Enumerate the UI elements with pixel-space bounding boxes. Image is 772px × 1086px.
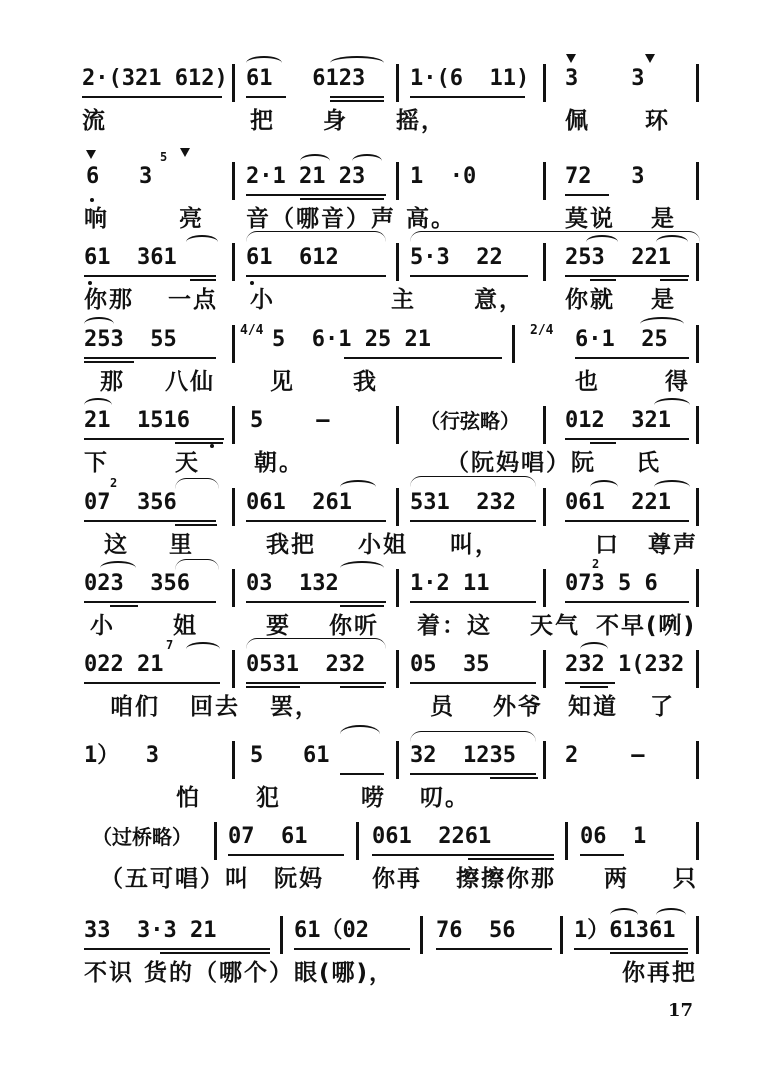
lyric-line: 不早(咧) (596, 613, 697, 639)
bar-line (565, 822, 568, 860)
notes-measure: 0531 232 (246, 652, 366, 677)
lyric-line: 小 主 意， (250, 287, 525, 313)
notes-measure: 531 232 (410, 490, 516, 515)
bar-line (543, 243, 546, 281)
bar-line (356, 822, 359, 860)
bar-line (543, 650, 546, 688)
duration-underline (246, 682, 386, 684)
lyric-line: 把 身 摇， (250, 108, 447, 134)
notes-measure: 232 1(232 (565, 652, 685, 677)
lyric-line: 不识 货的（哪个）眼(哪)， (84, 960, 395, 986)
duration-underline (410, 773, 536, 775)
bar-line (280, 916, 283, 954)
bar-line (543, 162, 546, 200)
accent-mark-icon (566, 54, 576, 63)
duration-underline (410, 682, 536, 684)
lyric-line: 那 八仙 (100, 369, 216, 395)
slur-mark (654, 398, 690, 412)
duration-underline (344, 357, 502, 359)
duration-underline (436, 948, 552, 950)
notes-measure: 21 1516 (84, 408, 190, 433)
lyric-line: （阮妈唱）阮 氏 (446, 450, 662, 476)
slur-mark (410, 231, 700, 242)
slur-mark (640, 317, 684, 331)
bar-line (696, 325, 699, 363)
bar-line (232, 325, 235, 363)
duration-underline (565, 275, 689, 277)
duration-underline (110, 605, 138, 607)
score-system-9 (0, 739, 772, 829)
notes-measure: 61（02 (294, 918, 369, 943)
bar-line (696, 650, 699, 688)
duration-underline (565, 194, 609, 196)
notes-measure: 2·1 21 23 (246, 164, 366, 189)
notes-measure: 1 ·0 (410, 164, 477, 189)
duration-underline (300, 198, 384, 200)
duration-underline (84, 601, 216, 603)
slur-mark (175, 559, 219, 570)
slur-mark (246, 231, 386, 242)
slur-mark (84, 398, 112, 412)
bar-line (396, 406, 399, 444)
duration-underline (410, 520, 536, 522)
notes-measure: 32 1235 (410, 743, 516, 768)
notes-measure: 61 361 (84, 245, 177, 270)
notes-measure: 05 35 (410, 652, 490, 677)
notes-measure: 07 61 (228, 824, 308, 849)
bar-line (396, 243, 399, 281)
slur-mark (590, 480, 618, 494)
lyric-line: 也 得 (575, 369, 691, 395)
duration-underline (410, 601, 536, 603)
duration-underline (330, 96, 384, 98)
page-number: 17 (668, 1000, 694, 1021)
time-signature: 4/4 (240, 323, 264, 338)
duration-underline (84, 357, 216, 359)
lyric-line: 见 我 (270, 369, 379, 395)
duration-underline (575, 357, 689, 359)
accent-mark-icon (86, 150, 96, 159)
slur-mark (352, 154, 382, 168)
duration-underline (84, 682, 220, 684)
bar-line (232, 162, 235, 200)
duration-underline (340, 686, 384, 688)
bar-line (543, 741, 546, 779)
notes-measure: 1）61361 (574, 918, 676, 943)
grace-note: 5 (160, 150, 168, 164)
duration-underline (160, 952, 270, 954)
score-system-4 (0, 323, 772, 413)
notes-measure: 07 356 (84, 490, 177, 515)
bar-line (696, 741, 699, 779)
bar-line (420, 916, 423, 954)
duration-underline (565, 520, 689, 522)
bar-line (232, 488, 235, 526)
notes-measure: 253 55 (84, 327, 177, 352)
slur-mark (84, 317, 114, 331)
lyric-line: 叨。 (420, 785, 470, 811)
bar-line (214, 822, 217, 860)
notes-measure: 03 132 (246, 571, 339, 596)
duration-underline (84, 275, 216, 277)
bar-line (543, 569, 546, 607)
duration-underline (372, 854, 554, 856)
duration-underline (84, 361, 134, 363)
notes-measure: 6 3 (86, 164, 153, 189)
bar-line (396, 650, 399, 688)
slur-mark (340, 725, 380, 743)
duration-underline (660, 279, 688, 281)
lyric-line: 这 里 (104, 532, 195, 558)
score-system-11 (0, 914, 772, 1004)
interlude-note: （过桥略） (92, 825, 192, 849)
duration-underline (175, 442, 223, 444)
duration-underline (246, 96, 286, 98)
notes-measure: 2·(321 612) (82, 66, 228, 91)
notes-measure: 3 3 (565, 66, 645, 91)
bar-line (696, 162, 699, 200)
lyric-line: 你再 擦擦你那 (372, 866, 557, 892)
notes-measure: 1·(6 11) (410, 66, 530, 91)
slur-mark (656, 908, 686, 922)
duration-underline (468, 858, 554, 860)
notes-measure: 6·1 25 (575, 327, 668, 352)
bar-line (696, 488, 699, 526)
bar-line (232, 741, 235, 779)
lyric-line: 小 姐 (90, 613, 199, 639)
notes-measure: 1） 3 (84, 743, 159, 768)
slur-mark (175, 478, 219, 489)
lyric-line: 口 尊声 (595, 532, 699, 558)
accent-mark-icon (180, 148, 190, 157)
lyric-line: 咱们 回去 罢， (110, 694, 321, 720)
slur-mark (300, 154, 330, 168)
duration-underline (565, 682, 615, 684)
duration-underline (340, 773, 384, 775)
bar-line (696, 64, 699, 102)
duration-underline (294, 948, 410, 950)
duration-underline (565, 438, 689, 440)
bar-line (232, 64, 235, 102)
duration-underline (190, 279, 216, 281)
notes-measure: 061 2261 (372, 824, 492, 849)
bar-line (396, 569, 399, 607)
notes-measure: 72 3 (565, 164, 645, 189)
slur-mark (654, 480, 690, 494)
lyric-line: 流 (82, 108, 107, 134)
duration-underline (246, 686, 300, 688)
lyric-line: （五可唱）叫 阮妈 (100, 866, 325, 892)
slur-mark (330, 56, 384, 70)
score-system-7 (0, 557, 772, 657)
notes-measure: 022 21 (84, 652, 164, 677)
slur-mark (186, 235, 218, 249)
lyric-line: 犯 唠 (256, 785, 387, 811)
duration-underline (590, 279, 616, 281)
bar-line (696, 822, 699, 860)
bar-line (543, 488, 546, 526)
bar-line (696, 916, 699, 954)
notes-measure: 5 6·1 25 21 (272, 327, 431, 352)
notes-measure: 1·2 11 (410, 571, 490, 596)
bar-line (560, 916, 563, 954)
bar-line (232, 569, 235, 607)
lyric-line: 你那 一点 (84, 287, 219, 313)
notes-measure: 61 6123 (246, 66, 366, 91)
slur-mark (340, 480, 376, 494)
duration-underline (410, 275, 528, 277)
bar-line (396, 488, 399, 526)
notes-measure: 253 221 (565, 245, 671, 270)
duration-underline (565, 601, 689, 603)
lyric-line: 两 只 (604, 866, 699, 892)
notes-measure: 5 61 (250, 743, 330, 768)
notes-measure: 012 321 (565, 408, 671, 433)
duration-underline (246, 601, 386, 603)
notes-measure: 5 — (250, 408, 330, 433)
duration-underline (84, 438, 224, 440)
notes-measure: 5·3 22 (410, 245, 503, 270)
grace-note: 7 (166, 638, 174, 652)
lyric-line: 朝。 (254, 450, 304, 476)
score-system-1 (0, 62, 772, 152)
bar-line (512, 325, 515, 363)
bar-line (696, 243, 699, 281)
slur-mark (610, 908, 638, 922)
lyric-line: 要 你听 着：这 天气 (266, 613, 581, 639)
bar-line (543, 406, 546, 444)
duration-underline (410, 96, 525, 98)
duration-underline (340, 605, 384, 607)
duration-underline (175, 524, 217, 526)
slur-mark (246, 56, 282, 70)
duration-underline (82, 96, 222, 98)
notes-measure: 76 56 (436, 918, 516, 943)
duration-underline (246, 520, 386, 522)
notes-measure: 06 1 (580, 824, 647, 849)
lyric-line: 员 外爷 (430, 694, 544, 720)
bar-line (396, 64, 399, 102)
lyric-line: 下 天 (84, 450, 201, 476)
slur-mark (410, 731, 536, 742)
duration-underline (490, 777, 538, 779)
duration-underline (246, 275, 386, 277)
bar-line (232, 406, 235, 444)
bar-line (232, 243, 235, 281)
bar-line (696, 569, 699, 607)
lyric-line: 佩 环 (565, 108, 671, 134)
duration-underline (228, 854, 344, 856)
time-signature: 2/4 (530, 323, 554, 338)
accent-mark-icon (645, 54, 655, 63)
octave-dot (210, 444, 214, 448)
bar-line (396, 741, 399, 779)
notes-measure: 2 — (565, 743, 645, 768)
notes-measure: 33 3·3 21 (84, 918, 217, 943)
slur-mark (410, 476, 536, 487)
notes-measure: 61 612 (246, 245, 339, 270)
notes-measure: 073 5 6 (565, 571, 658, 596)
lyric-line: 响 亮 (84, 206, 205, 232)
lyric-line: 莫说 是 (565, 206, 677, 232)
bar-line (696, 406, 699, 444)
duration-underline (330, 100, 384, 102)
slur-mark (340, 561, 384, 575)
lyric-line: 你再把 (622, 960, 697, 986)
lyric-line: 我把 小姐 叫， (266, 532, 501, 558)
lyric-line: 知道 了 (568, 694, 676, 720)
notes-measure: 061 221 (565, 490, 671, 515)
duration-underline (246, 194, 386, 196)
score-system-10 (0, 820, 772, 910)
lyric-line: 你就 是 (565, 287, 677, 313)
grace-note: 2 (592, 557, 600, 571)
grace-note: 2 (110, 476, 118, 490)
notes-measure: 023 356 (84, 571, 190, 596)
bar-line (396, 162, 399, 200)
slur-mark (186, 642, 220, 656)
bar-line (543, 64, 546, 102)
slur-mark (580, 642, 608, 656)
duration-underline (580, 686, 608, 688)
duration-underline (580, 854, 624, 856)
bar-line (232, 650, 235, 688)
duration-underline (84, 948, 270, 950)
slur-mark (100, 561, 136, 575)
duration-underline (574, 948, 688, 950)
lyric-line: 怕 (176, 785, 201, 811)
duration-underline (84, 520, 216, 522)
interlude-note: （行弦略） (420, 409, 520, 433)
slur-mark (246, 638, 386, 649)
lyric-line: 音（哪音）声 高。 (246, 206, 457, 232)
notes-measure: 061 261 (246, 490, 352, 515)
duration-underline (590, 442, 616, 444)
score-system-8 (0, 638, 772, 738)
duration-underline (610, 952, 688, 954)
